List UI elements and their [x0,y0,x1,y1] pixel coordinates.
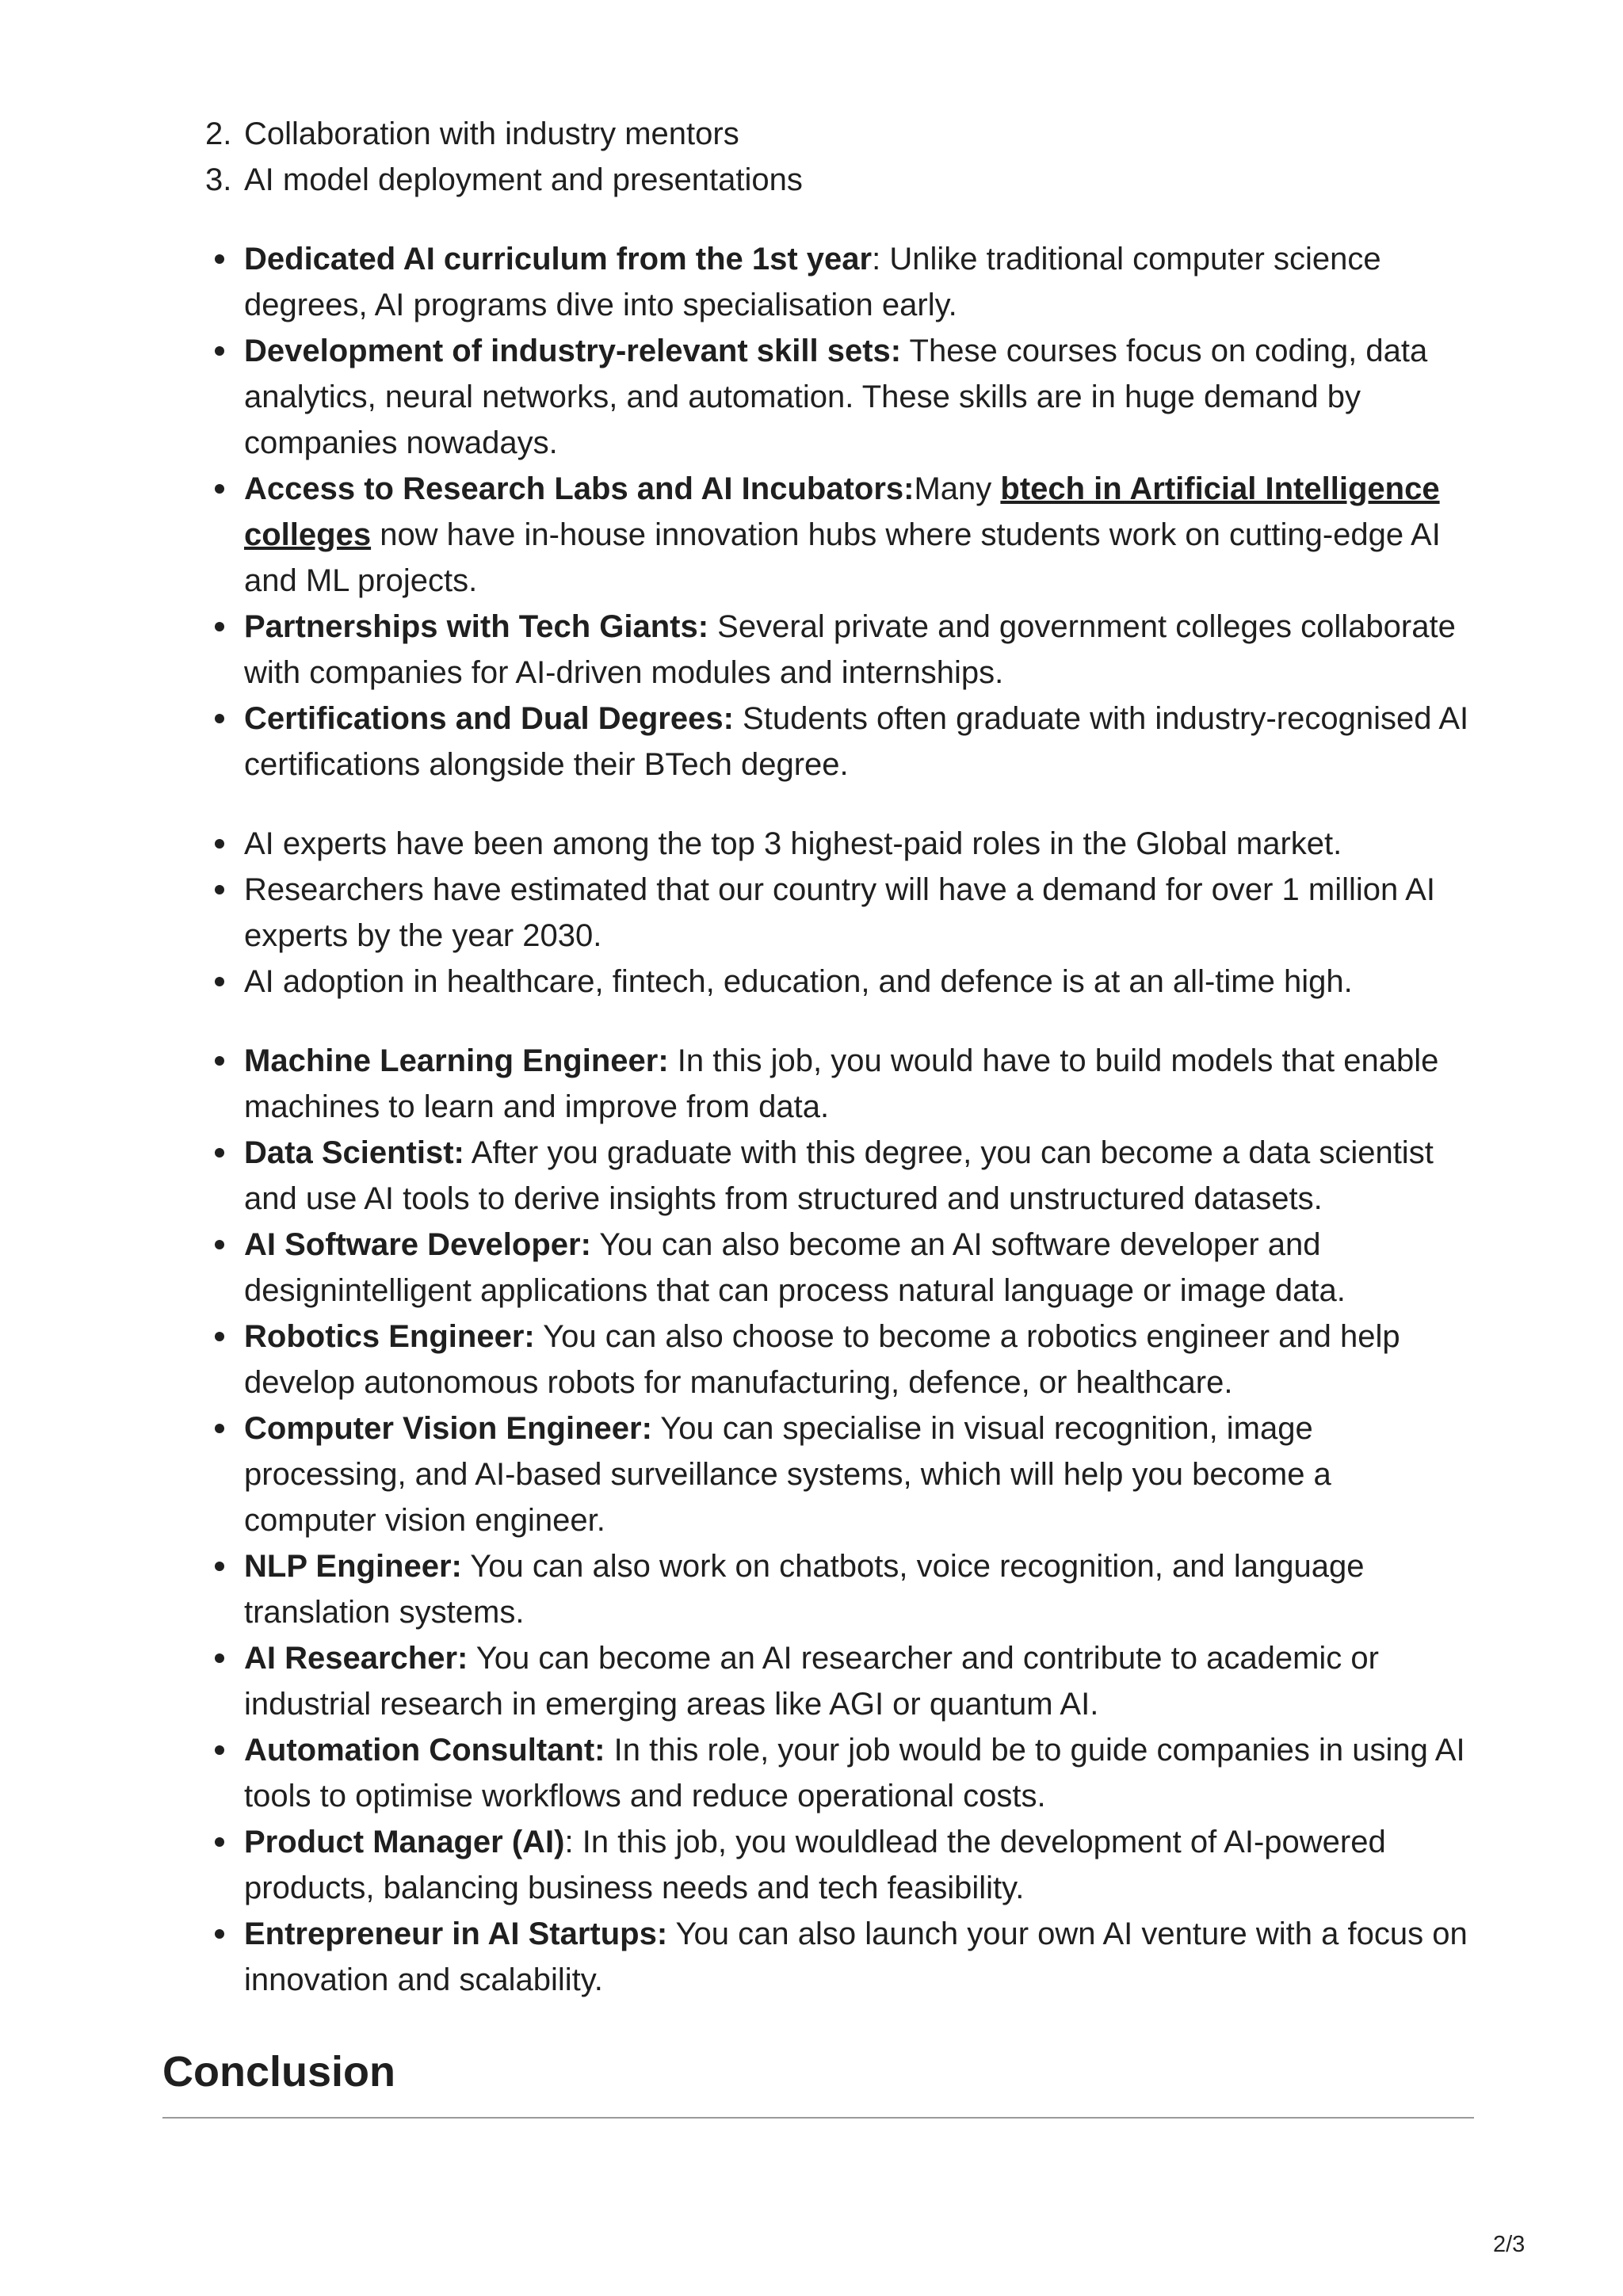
bullet-icon [215,1745,224,1755]
list-item-text: You can also choose to become a robotics engineer and help develop autonomous robots for manufacturing, defence, or healthcare. [244,1319,1400,1400]
list-number: 3. [205,162,232,197]
bullet-icon [215,484,224,494]
bullet-icon [215,1332,224,1341]
list-item-text: After you graduate with this degree, you can become a data scientist and use AI tools to derive insights from structured and unstructured datasets. [244,1135,1434,1216]
numbered-list-item [162,157,1470,203]
bullet-icon [215,1424,224,1433]
list-item-text: You can also work on chatbots, voice recognition, and language translation systems. [244,1549,1365,1630]
list-item [162,1130,1470,1222]
list-item [162,821,1470,867]
list-item-title: Dedicated AI curriculum from the 1st year [244,242,873,277]
btech-ai-colleges-link[interactable]: btech in Artificial Intelligence colleges [244,471,1440,552]
features-list [162,236,1470,788]
careers-list [162,1038,1470,2003]
list-item [162,867,1470,959]
list-item-title: AI Researcher: [244,1641,468,1676]
list-item-text: : Unlike traditional computer science degrees, AI programs dive into specialisation early. [244,242,1381,322]
list-item [162,1543,1470,1635]
list-item-text-before-link: Many [914,471,1001,506]
list-item-title: Automation Consultant: [244,1733,605,1768]
list-item [162,466,1470,604]
bullet-icon [215,346,224,356]
list-item [162,236,1470,328]
list-item [162,1727,1470,1819]
list-item-title: Data Scientist: [244,1135,464,1170]
list-item-text: In this role, your job would be to guide companies in using AI tools to optimise workflows and reduce operational costs. [244,1733,1465,1814]
list-item-text: Several private and government colleges collaborate with companies for AI-driven modules and internships. [244,609,1456,690]
list-number: 2. [205,116,232,151]
list-item-text: You can also become an AI software developer and designintelligent applications that can process natural language or image data. [244,1227,1346,1308]
list-item-title: Machine Learning Engineer: [244,1043,669,1078]
list-item [162,328,1470,466]
conclusion-heading: Conclusion [162,2044,1474,2119]
bullet-icon [215,1929,224,1939]
list-item-text: These courses focus on coding, data analytics, neural networks, and automation. These skills are in huge demand by companies nowadays. [244,334,1428,460]
bullet-icon [215,1562,224,1571]
stats-list [162,821,1470,1005]
list-item [162,1635,1470,1727]
numbered-list [162,111,1470,203]
list-item-text: You can also launch your own AI venture with a focus on innovation and scalability. [244,1917,1468,1997]
list-item [162,1038,1470,1130]
bullet-icon [215,622,224,631]
list-item [162,1314,1470,1405]
list-item-text: In this job, you would have to build models that enable machines to learn and improve from data. [244,1043,1439,1124]
list-item [162,1911,1470,2003]
list-item [162,1405,1470,1543]
bullet-icon [215,1056,224,1066]
list-item-title: Partnerships with Tech Giants: [244,609,709,644]
list-item-title: Development of industry-relevant skill sets: [244,334,902,368]
document-content [162,111,1470,2119]
bullet-icon [215,885,224,894]
list-item-text: You can become an AI researcher and contribute to academic or industrial research in emerging areas like AGI or quantum AI. [244,1641,1379,1722]
list-item-text: Collaboration with industry mentors [244,116,739,151]
page-number: 2/3 [1493,2232,1526,2257]
list-item-text: : In this job, you wouldlead the development of AI-powered products, balancing business needs and tech feasibility. [244,1825,1386,1905]
list-item-text: You can specialise in visual recognition, image processing, and AI-based surveillance systems, which will help you become a computer vision engineer. [244,1411,1331,1538]
list-item-text: Students often graduate with industry-recognised AI certifications alongside their BTech degree. [244,701,1469,782]
list-item-text: AI adoption in healthcare, fintech, education, and defence is at an all-time high. [244,964,1353,999]
list-item-text: AI experts have been among the top 3 highest-paid roles in the Global market. [244,826,1342,861]
bullet-icon [215,1653,224,1663]
list-item-title: Certifications and Dual Degrees: [244,701,734,736]
list-item-title: Access to Research Labs and AI Incubators: [244,471,915,506]
list-item-title: Computer Vision Engineer: [244,1411,652,1446]
bullet-icon [215,254,224,264]
bullet-icon [215,1837,224,1847]
list-item [162,696,1470,788]
list-item [162,1222,1470,1314]
list-item-title: Product Manager (AI) [244,1825,565,1859]
list-item-title: Entrepreneur in AI Startups: [244,1917,668,1951]
bullet-icon [215,714,224,723]
list-item-text: now have in-house innovation hubs where students work on cutting-edge AI and ML projects. [244,517,1441,598]
list-item-title: AI Software Developer: [244,1227,591,1262]
list-item [162,604,1470,696]
numbered-list-item [162,111,1470,157]
bullet-icon [215,1240,224,1249]
list-item-title: Robotics Engineer: [244,1319,535,1354]
list-item [162,1819,1470,1911]
list-item-text: Researchers have estimated that our country will have a demand for over 1 million AI experts by the year 2030. [244,872,1435,953]
list-item-text: AI model deployment and presentations [244,162,803,197]
list-item [162,959,1470,1005]
bullet-icon [215,839,224,849]
bullet-icon [215,1148,224,1158]
list-item-title: NLP Engineer: [244,1549,462,1584]
bullet-icon [215,977,224,986]
